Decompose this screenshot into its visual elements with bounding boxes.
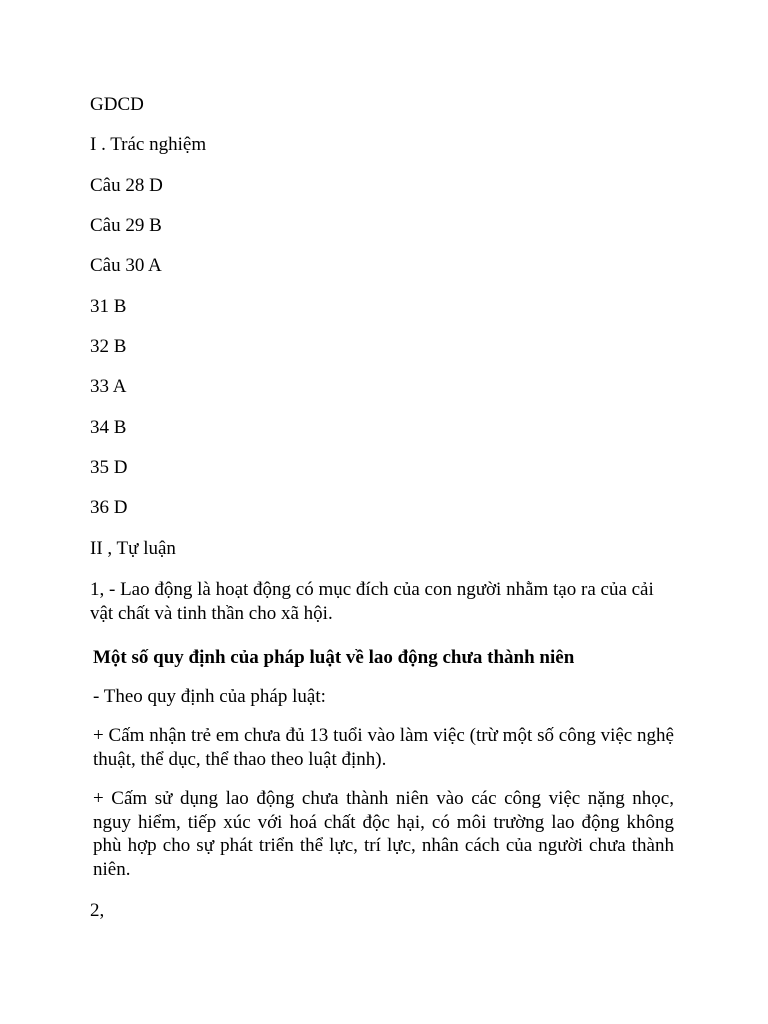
answer-item: 32 B: [90, 336, 127, 357]
question-1-answer: 1, - Lao động là hoạt động có mục đích của con người nhằm tạo ra của cải vật chất và tinh thần cho xã hội.: [90, 579, 654, 624]
rule-1: + Cấm nhận trẻ em chưa đủ 13 tuổi vào làm việc (trừ một số công việc nghệ thuật, thể dục, thể thao theo luật định).: [93, 725, 674, 770]
answer-item: Câu 30 A: [90, 255, 162, 276]
answer-item: 31 B: [90, 296, 127, 317]
answer-item: 33 A: [90, 376, 127, 397]
answer-item: 34 B: [90, 417, 127, 438]
answer-item: Câu 28 D: [90, 175, 163, 196]
question-2-label: 2,: [90, 900, 105, 921]
subject-title: GDCD: [90, 94, 144, 115]
answer-item: 36 D: [90, 497, 128, 518]
section-1-heading: I . Trác nghiệm: [90, 134, 207, 155]
bold-heading: Một số quy định của pháp luật về lao động chưa thành niên: [93, 647, 575, 668]
answer-item: Câu 29 B: [90, 215, 162, 236]
law-intro: - Theo quy định của pháp luật:: [93, 686, 326, 707]
answer-item: 35 D: [90, 457, 128, 478]
rule-2: + Cấm sử dụng lao động chưa thành niên vào các công việc nặng nhọc, nguy hiểm, tiếp xúc với hoá chất độc hại, có môi trường lao động không phù hợp cho sự phát triển thể lực, trí lực, nhân cách của người chưa thành niên.: [93, 788, 674, 880]
section-2-heading: II , Tự luận: [90, 538, 176, 559]
